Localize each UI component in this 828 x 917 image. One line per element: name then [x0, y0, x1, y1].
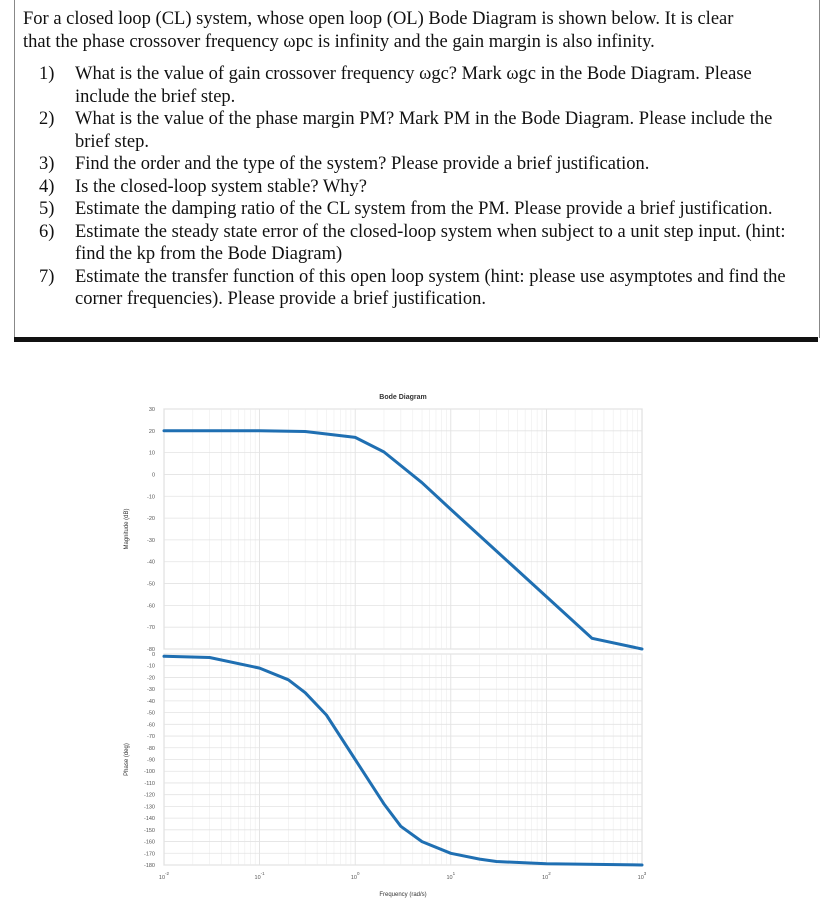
phase-y-tick-label: -70: [147, 734, 155, 741]
phase-y-tick-label: -30: [147, 687, 155, 694]
phase-y-tick-label: -160: [143, 839, 155, 846]
question-list: [39, 63, 809, 311]
question-item: [39, 108, 809, 153]
magnitude-y-tick-label: 30: [148, 407, 155, 413]
phase-y-tick-label: -40: [147, 698, 155, 705]
x-tick-label: $10^0$: [350, 871, 360, 881]
question-number: 1): [39, 64, 55, 84]
phase-y-tick-label: -140: [143, 816, 155, 823]
magnitude-y-tick-label: -10: [147, 494, 155, 501]
question-item: [39, 198, 809, 221]
magnitude-y-tick-label: -60: [147, 603, 155, 610]
question-text: What is the value of the phase margin PM? Mark PM in the Bode Diagram. Please include the brief step.: [75, 109, 773, 152]
magnitude-y-tick-label: 20: [148, 428, 155, 435]
phase-y-tick-label: -180: [143, 863, 155, 869]
question-item: [39, 63, 809, 108]
x-tick-label: $10^2$: [542, 871, 551, 881]
question-intro: [23, 8, 813, 54]
magnitude-axes-frame: [164, 409, 642, 649]
question-block: [14, 0, 820, 338]
question-item: [39, 266, 809, 311]
phase-y-tick-label: -60: [147, 722, 155, 729]
question-item: [39, 221, 809, 266]
question-item: [39, 153, 809, 176]
x-axis-label: Frequency (rad/s): [379, 892, 427, 898]
magnitude-y-tick-label: -50: [147, 581, 155, 588]
intro-line-2: that the phase crossover frequency ωpc is infinity and the gain margin is also infinity.: [23, 32, 655, 52]
phase-y-axis-label: Phase (deg): [124, 743, 130, 776]
x-tick-label: $10^1$: [446, 871, 456, 881]
magnitude-y-tick-label: 10: [148, 450, 155, 457]
phase-y-tick-label: -110: [144, 780, 155, 787]
phase-y-tick-label: 0: [151, 652, 155, 658]
question-text: Find the order and the type of the system? Please provide a brief justification.: [75, 154, 650, 174]
question-number: 6): [39, 221, 55, 242]
magnitude-y-tick-label: -30: [147, 537, 155, 544]
intro-line-1: For a closed loop (CL) system, whose open loop (OL) Bode Diagram is shown below. It is clear: [23, 9, 734, 29]
phase-y-tick-label: -50: [147, 710, 155, 717]
magnitude-y-tick-label: -20: [147, 516, 155, 523]
phase-y-tick-label: -150: [143, 827, 155, 834]
question-number: 7): [39, 266, 55, 287]
x-tick-label: $10^{-2}$: [158, 871, 170, 881]
question-number: 3): [39, 154, 55, 174]
magnitude-y-tick-label: -40: [147, 559, 155, 566]
phase-y-tick-label: -80: [147, 745, 155, 752]
x-tick-label: $10^{-1}$: [254, 871, 265, 881]
chart-title: Bode Diagram: [379, 394, 427, 401]
phase-y-tick-label: -20: [147, 675, 155, 682]
phase-y-tick-label: -170: [143, 851, 155, 858]
magnitude-y-tick-label: 0: [151, 472, 155, 479]
magnitude-y-axis-label: Magnitude (dB): [124, 508, 130, 550]
phase-y-tick-label: -90: [147, 757, 155, 764]
question-text: Is the closed-loop system stable? Why?: [75, 176, 367, 197]
question-number: 4): [39, 176, 55, 197]
question-text: Estimate the damping ratio of the CL system from the PM. Please provide a brief justification.: [75, 199, 773, 219]
phase-y-tick-label: -10: [147, 663, 155, 670]
question-text: Estimate the transfer function of this open loop system (hint: please use asymptotes and find the corner frequencies). Please provide a brief justification.: [75, 266, 786, 309]
question-item: [39, 176, 809, 199]
bode-diagram: [10, 342, 828, 912]
question-number: 5): [39, 199, 55, 219]
bode-figure: [10, 342, 828, 912]
phase-y-tick-label: -120: [143, 792, 155, 799]
phase-y-tick-label: -100: [143, 769, 155, 776]
magnitude-y-tick-label: -70: [147, 625, 155, 632]
question-text: Estimate the steady state error of the closed-loop system when subject to a unit step input. (hint: find the kp from the Bode Diagram): [75, 221, 786, 264]
question-number: 2): [39, 109, 55, 129]
phase-y-tick-label: -130: [143, 804, 155, 811]
question-text: What is the value of gain crossover frequency ωgc? Mark ωgc in the Bode Diagram. Please include the brief step.: [75, 64, 752, 107]
magnitude-y-tick-label: -80: [147, 647, 155, 653]
x-tick-label: $10^3$: [637, 871, 647, 881]
